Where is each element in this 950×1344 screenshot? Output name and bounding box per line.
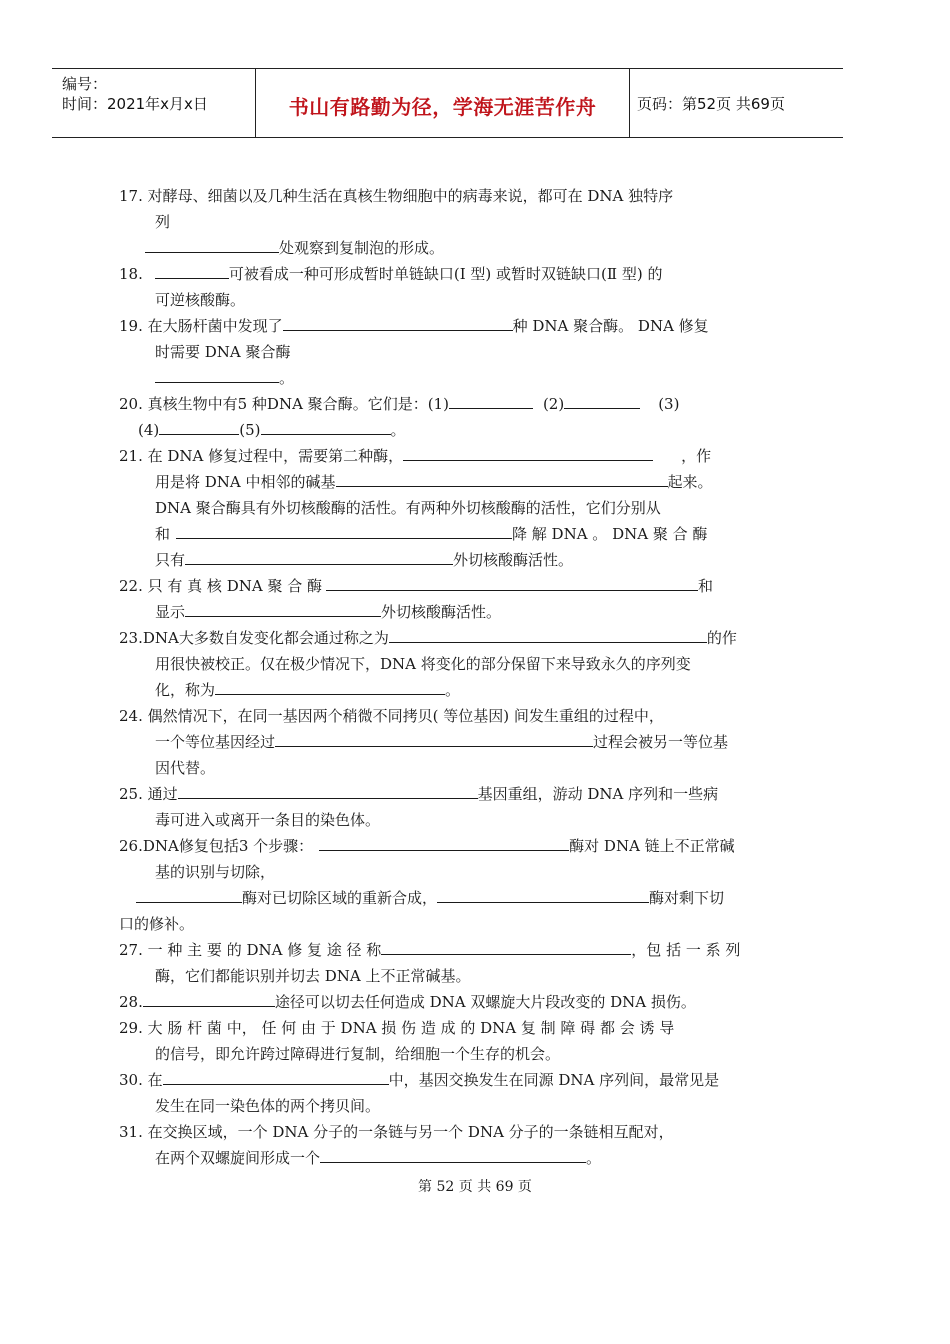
q24-line3: 因代替。 xyxy=(155,759,216,777)
answer-blank[interactable] xyxy=(437,888,649,903)
q17-line1: 17. 对酵母、细菌以及几种生活在真核生物细胞中的病毒来说，都可在 DNA 独特序 xyxy=(119,187,674,205)
q21-text-d: 起来。 xyxy=(667,473,713,491)
q27-line1 xyxy=(119,940,740,960)
q28-text-b: 途径可以切去任何造成 DNA 双螺旋大片段改变的 DNA 损伤。 xyxy=(274,993,696,1011)
q27-text-a: 27. 一 种 主 要 的 DNA 修 复 途 径 称 xyxy=(119,941,382,959)
q21-line4 xyxy=(155,524,707,544)
answer-blank[interactable] xyxy=(261,420,391,435)
q27-text-b: ，包 括 一 系 列 xyxy=(631,941,741,959)
q19-line1 xyxy=(119,316,709,336)
q24-text-b: 一个等位基因经过 xyxy=(155,733,276,751)
q28-number: 28. xyxy=(119,993,143,1011)
answer-blank[interactable] xyxy=(275,732,593,747)
q19-text-d: 。 xyxy=(279,369,295,387)
header-motto-cell xyxy=(255,69,630,137)
q23-line3 xyxy=(155,680,460,700)
q23-text-d: 化，称为 xyxy=(155,681,216,699)
q22-line1 xyxy=(119,576,713,596)
q19-line2: 时需要 DNA 聚合酶 xyxy=(155,343,291,361)
q18-text: 可被看成一种可形成暂时单链缺口(Ⅰ 型) 或暂时双链缺口(Ⅱ 型) 的 xyxy=(228,265,663,283)
q22-line2 xyxy=(155,602,501,622)
q29-line2: 的信号，即允许跨过障碍进行复制，给细胞一个生存的机会。 xyxy=(155,1045,561,1063)
q25-line2: 毒可进入或离开一条目的染色体。 xyxy=(155,811,381,829)
answer-blank[interactable] xyxy=(178,784,478,799)
q25-text-b: 基因重组，游动 DNA 序列和一些病 xyxy=(477,785,719,803)
q18-line1 xyxy=(119,264,662,284)
q25-text-a: 25. 通过 xyxy=(119,785,178,803)
q31-line2 xyxy=(155,1148,601,1168)
q20-text-a: 20. 真核生物中有5 种DNA 聚合酶。它们是：(1) xyxy=(119,395,449,413)
q26-line3 xyxy=(136,888,724,908)
q26-text-b: 酶对 DNA 链上不正常碱 xyxy=(569,837,735,855)
answer-blank[interactable] xyxy=(381,940,631,955)
answer-blank[interactable] xyxy=(389,628,707,643)
answer-blank[interactable] xyxy=(155,264,229,279)
q18-line2: 可逆核酸酶。 xyxy=(155,291,246,309)
q24-line2 xyxy=(155,732,728,752)
header-motto: 书山有路勤为径，学海无涯苦作舟 xyxy=(288,95,597,119)
answer-blank[interactable] xyxy=(326,576,698,591)
answer-blank[interactable] xyxy=(176,524,512,539)
q26-line4: 口的修补。 xyxy=(119,915,195,933)
q20-line2 xyxy=(138,420,406,440)
q21-line5 xyxy=(155,550,573,570)
answer-blank[interactable] xyxy=(283,316,513,331)
q21-text-a: 21. 在 DNA 修复过程中，需要第二种酶， xyxy=(119,447,404,465)
answer-blank[interactable] xyxy=(336,472,668,487)
q31-text-b: 在两个双螺旋间形成一个 xyxy=(155,1149,321,1167)
q22-text-d: 外切核酸酶活性。 xyxy=(381,603,502,621)
answer-blank[interactable] xyxy=(136,888,242,903)
header-meta-cell xyxy=(52,69,255,137)
answer-blank[interactable] xyxy=(185,550,453,565)
q21-text-b: ，作 xyxy=(681,447,712,465)
q25-line1 xyxy=(119,784,718,804)
q22-text-b: 和 xyxy=(697,577,713,595)
answer-blank[interactable] xyxy=(403,446,653,461)
q23-line2: 用很快被校正。仅在极少情况下，DNA 将变化的部分保留下来导致永久的序列变 xyxy=(155,655,691,673)
q29-line1: 29. 大 肠 杆 菌 中， 任 何 由 于 DNA 损 伤 造 成 的 DNA 复 制 障 碍 都 会 诱 导 xyxy=(119,1019,675,1037)
answer-blank[interactable] xyxy=(319,836,569,851)
q20-text-b: (2) xyxy=(542,395,565,413)
q19-text-a: 19. 在大肠杆菌中发现了 xyxy=(119,317,283,335)
q21-text-f: 和 xyxy=(155,525,171,543)
q23-line1 xyxy=(119,628,737,648)
q31-line1: 31. 在交换区域，一个 DNA 分子的一条链与另一个 DNA 分子的一条链相互配对， xyxy=(119,1123,674,1141)
answer-blank[interactable] xyxy=(320,1148,586,1163)
q31-text-c: 。 xyxy=(586,1149,602,1167)
answer-blank[interactable] xyxy=(143,992,275,1007)
q30-text-b: 中，基因交换发生在同源 DNA 序列间，最常见是 xyxy=(388,1071,720,1089)
q27-line2: 酶，它们都能识别并切去 DNA 上不正常碱基。 xyxy=(155,967,471,985)
answer-blank[interactable] xyxy=(449,394,533,409)
q30-line1 xyxy=(119,1070,719,1090)
q26-text-a: 26.DNA修复包括3 个步骤： xyxy=(119,837,314,855)
q30-line2: 发生在同一染色体的两个拷贝间。 xyxy=(155,1097,381,1115)
q28-line1 xyxy=(119,992,696,1012)
q24-text-c: 过程会被另一等位基 xyxy=(593,733,729,751)
q26-line1 xyxy=(119,836,735,856)
q21-text-i: 外切核酸酶活性。 xyxy=(453,551,574,569)
q21-line1 xyxy=(119,446,711,466)
q26-text-d: 酶对已切除区域的重新合成， xyxy=(242,889,438,907)
header-number-label: 编号： xyxy=(62,75,108,93)
q21-text-h: 只有 xyxy=(155,551,186,569)
q26-text-e: 酶对剩下切 xyxy=(649,889,725,907)
answer-blank[interactable] xyxy=(145,238,279,253)
q21-text-g: 降 解 DNA 。 DNA 聚 合 酶 xyxy=(512,525,708,543)
header-page-info: 页码：第52页 共69页 xyxy=(637,95,785,113)
q17-line3 xyxy=(145,238,444,258)
q23-text-a: 23.DNA大多数自发变化都会通过称之为 xyxy=(119,629,389,647)
answer-blank[interactable] xyxy=(185,602,381,617)
answer-blank[interactable] xyxy=(155,368,279,383)
q20-text-e: (5) xyxy=(239,421,261,439)
q22-text-a: 22. 只 有 真 核 DNA 聚 合 酶 xyxy=(119,577,322,595)
answer-blank[interactable] xyxy=(163,1070,389,1085)
q21-line3: DNA 聚合酶具有外切核酸酶的活性。有两种外切核酸酶的活性，它们分别从 xyxy=(155,499,661,517)
header-date-label: 时间：2021年x月x日 xyxy=(62,95,208,113)
q23-text-b: 的作 xyxy=(706,629,737,647)
q18-number: 18. xyxy=(119,265,143,283)
q21-line2 xyxy=(155,472,713,492)
header-page-cell xyxy=(629,69,843,137)
q23-text-e: 。 xyxy=(445,681,461,699)
answer-blank[interactable] xyxy=(159,420,239,435)
q20-line1 xyxy=(119,394,679,414)
q24-line1: 24. 偶然情况下，在同一基因两个稍微不同拷贝( 等位基因) 间发生重组的过程中， xyxy=(119,707,664,725)
answer-blank[interactable] xyxy=(564,394,640,409)
q20-text-d: (4) xyxy=(138,421,160,439)
q20-text-c: (3) xyxy=(658,395,680,413)
q26-line2: 基的识别与切除， xyxy=(155,863,276,881)
answer-blank[interactable] xyxy=(215,680,445,695)
q30-text-a: 30. 在 xyxy=(119,1071,163,1089)
q17-line2: 列 xyxy=(155,213,171,231)
q17-text: 处观察到复制泡的形成。 xyxy=(279,239,445,257)
q21-text-c: 用是将 DNA 中相邻的碱基 xyxy=(155,473,336,491)
q22-text-c: 显示 xyxy=(155,603,186,621)
page-footer: 第 52 页 共 69 页 xyxy=(418,1179,532,1195)
q19-line3 xyxy=(155,368,294,388)
q19-text-b: 种 DNA 聚合酶。 DNA 修复 xyxy=(512,317,709,335)
q20-text-f: 。 xyxy=(390,421,406,439)
page-header xyxy=(52,68,843,138)
